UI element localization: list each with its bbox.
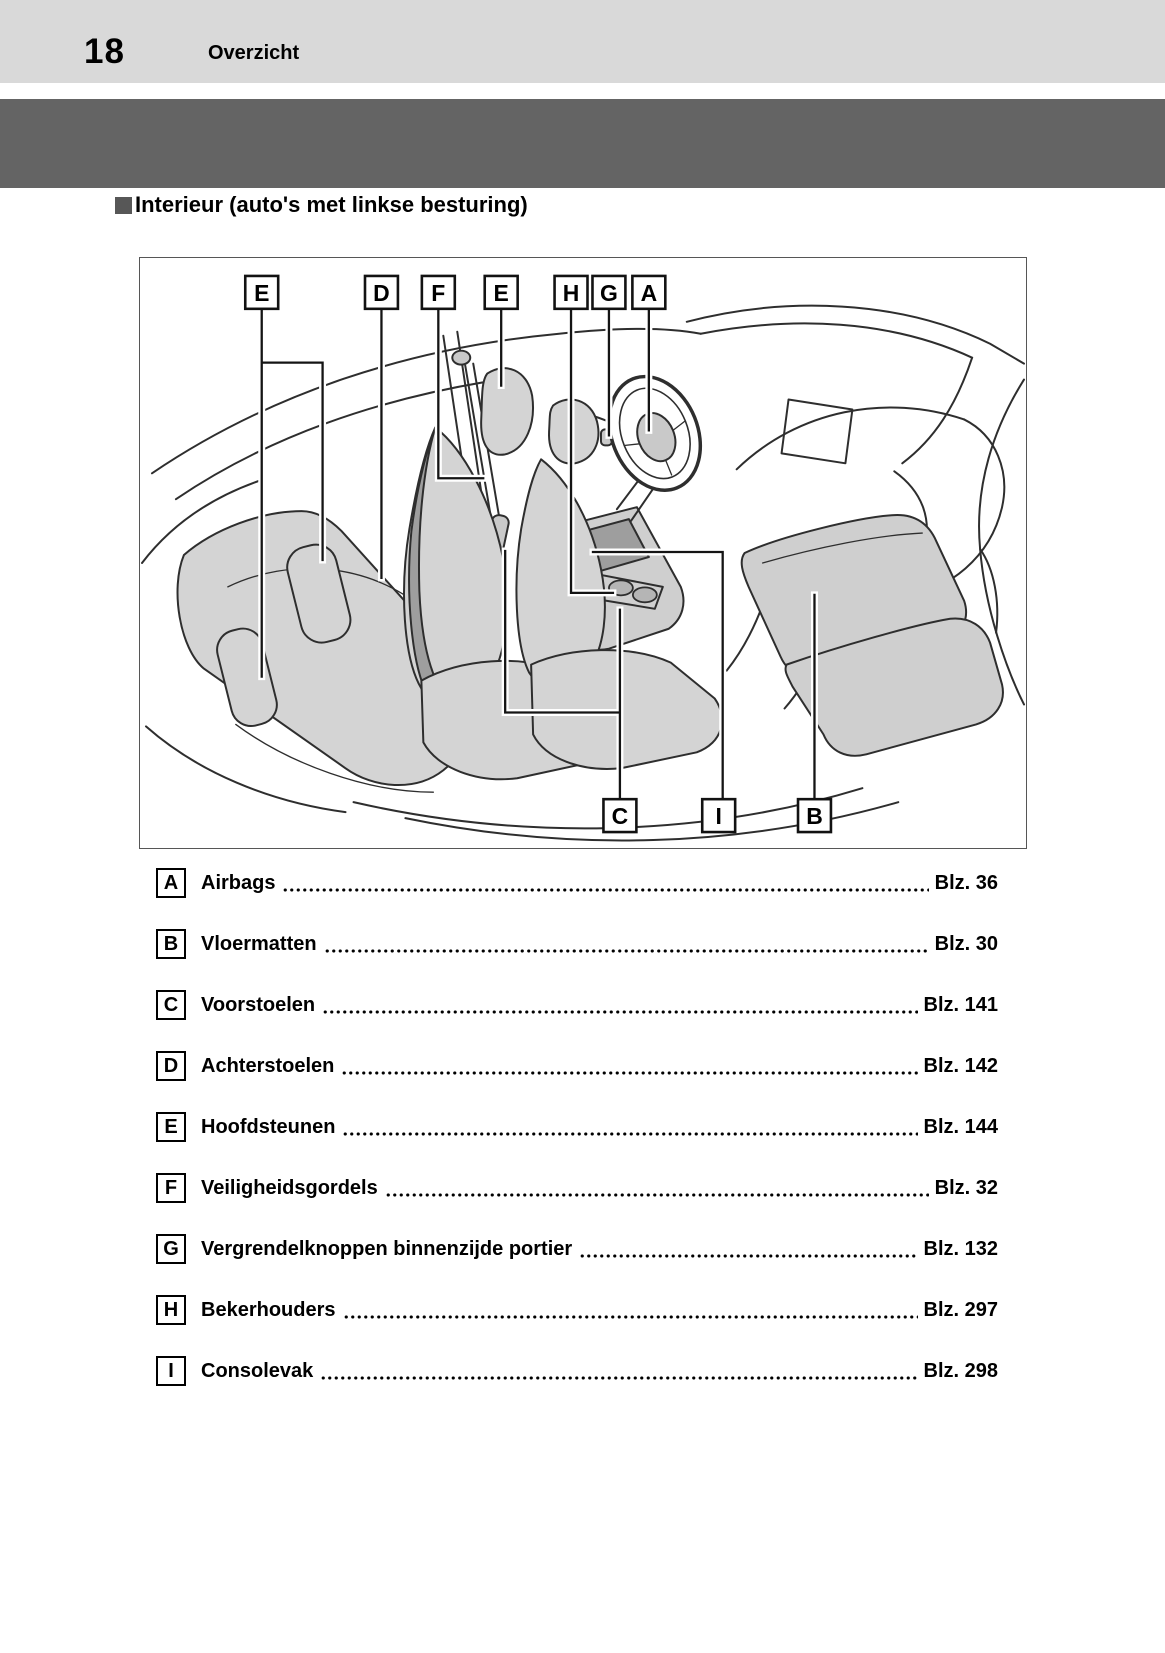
legend-row [156,1173,998,1203]
svg-text:E: E [493,279,509,306]
svg-text:F: F [431,279,446,306]
legend-label: Voorstoelen [201,993,316,1016]
legend-page-ref: Blz. 36 [934,871,998,894]
svg-text:H: H [562,279,580,306]
legend-page-ref: Blz. 142 [923,1054,998,1077]
legend-page-ref: Blz. 144 [923,1115,998,1138]
legend-row [156,1112,998,1142]
legend-label: Achterstoelen [201,1054,335,1077]
dot-leader [282,888,928,892]
legend-label: Hoofdsteunen [201,1115,336,1138]
legend-row [156,929,998,959]
car-interior-art [140,258,1026,848]
legend-key-box: C [156,990,186,1020]
diagram-label-top-F-2 [422,276,455,309]
diagram-label-top-H-4 [555,276,588,309]
interior-diagram [139,257,1027,849]
dot-leader [579,1254,917,1258]
legend-page-ref: Blz. 30 [934,932,998,955]
legend-row [156,1295,998,1325]
dot-leader [324,949,929,953]
figure-heading [115,192,528,218]
diagram-label-top-G-5 [592,276,625,309]
legend-key-box: G [156,1234,186,1264]
legend-key-box: F [156,1173,186,1203]
dot-leader [343,1315,918,1319]
chapter-banner [0,99,1165,188]
legend-label: Vloermatten [201,932,317,955]
passenger-headrest [481,368,533,455]
legend-key-box: D [156,1051,186,1081]
legend-row [156,868,998,898]
diagram-label-top-A-6 [632,276,665,309]
page-number: 18 [84,32,125,71]
legend-row [156,990,998,1020]
dot-leader [322,1010,917,1014]
svg-text:E: E [254,279,270,306]
svg-text:B: B [806,803,823,830]
diagram-label-bottom-B [798,799,831,832]
dot-leader [341,1071,917,1075]
diagram-label-top-E-0 [245,276,278,309]
diagram-label-top-E-3 [485,276,518,309]
display-screen [782,400,853,464]
legend-row [156,1234,998,1264]
square-bullet-icon [115,197,132,214]
legend-row [156,1051,998,1081]
cup-holder-2 [633,587,657,602]
svg-text:D: D [373,279,390,306]
legend-key-box: B [156,929,186,959]
legend-page-ref: Blz. 32 [934,1176,998,1199]
legend-row [156,1356,998,1386]
legend-label: Airbags [201,871,276,894]
legend-label: Vergrendelknoppen binnenzijde portier [201,1237,573,1260]
legend-label: Consolevak [201,1359,314,1382]
dot-leader [385,1193,929,1197]
legend-page-ref: Blz. 298 [923,1359,998,1382]
figure-heading-text: Interieur (auto's met linkse besturing) [135,192,528,217]
diagram-label-bottom-C [603,799,636,832]
page-header [0,0,1165,83]
svg-text:G: G [600,279,618,306]
legend-key-box: H [156,1295,186,1325]
svg-text:A: A [640,279,658,306]
legend-label: Bekerhouders [201,1298,336,1321]
legend-page-ref: Blz. 132 [923,1237,998,1260]
legend-page-ref: Blz. 297 [923,1298,998,1321]
legend-key-box: A [156,868,186,898]
dot-leader [320,1376,917,1380]
legend-page-ref: Blz. 141 [923,993,998,1016]
dot-leader [342,1132,917,1136]
section-title: Overzicht [208,42,300,64]
svg-text:C: C [611,803,629,830]
legend-key-box: I [156,1356,186,1386]
diagram-label-top-D-1 [365,276,398,309]
svg-text:I: I [715,803,722,830]
floor-mats [742,515,1003,756]
legend-label: Veiligheidsgordels [201,1176,378,1199]
legend-key-box: E [156,1112,186,1142]
legend-list [156,868,998,1417]
diagram-label-bottom-I [702,799,735,832]
